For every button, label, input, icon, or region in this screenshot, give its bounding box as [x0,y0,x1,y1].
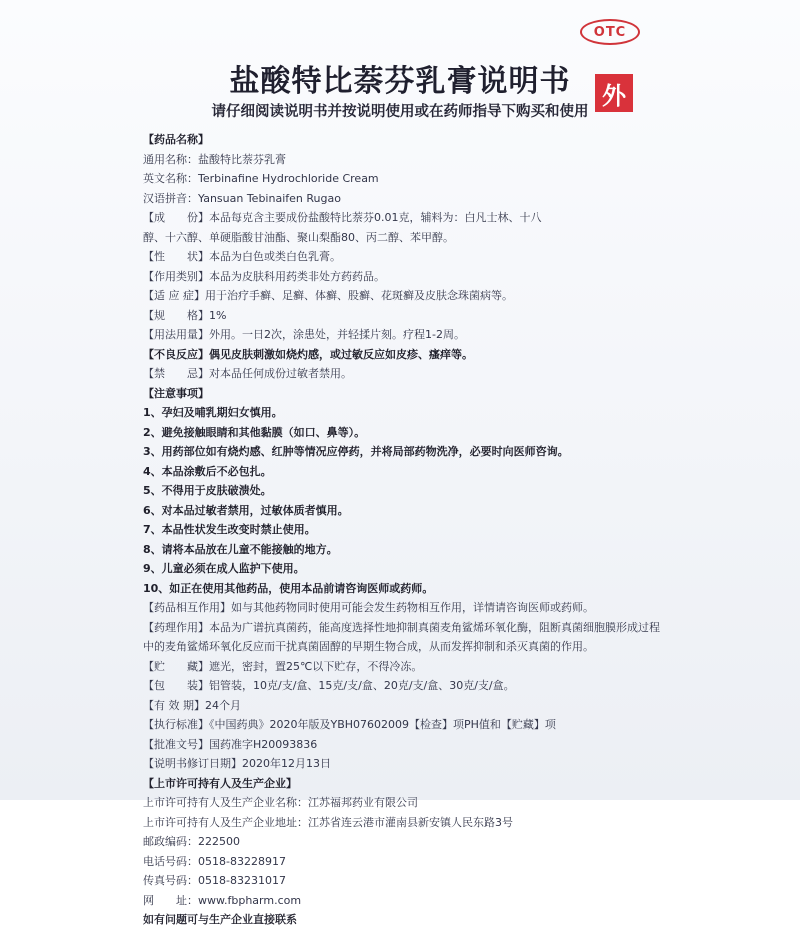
category: 【作用类别】本品为皮肤科用药类非处方药药品。 [143,269,385,283]
document-title: 盐酸特比萘芬乳膏说明书 [229,64,571,99]
storage: 【贮 藏】遮光，密封，置25℃以下贮存，不得冷冻。 [143,659,423,673]
contact-note: 如有问题可与生产企业直接联系 [143,913,297,926]
packaging: 【包 装】铝管装，10克/支/盒、15克/支/盒、20克/支/盒、30克/支/盒。 [143,679,515,692]
generic-name: 通用名称：盐酸特比萘芬乳膏 [143,152,286,166]
contraindications: 【禁 忌】对本品任何成份过敏者禁用。 [143,367,352,380]
precaution-item: 9、儿童必须在成人监护下使用。 [143,562,305,575]
section-precautions: 【注意事项】 [143,386,209,400]
specification: 【规 格】1% [143,308,227,322]
pharmacology: 【药理作用】本品为广谱抗真菌药，能高度选择性地抑制真菌麦角鲨烯环氧化酶，阻断真菌细胞膜形成过程中的麦角鲨烯环氧化反应而干扰真菌固醇的早期生物合成，从而发挥抑制和杀灭真菌的作用。 [143,620,660,653]
website: 网 址：www.fbpharm.com [143,893,302,907]
composition-cont: 醇、十六醇、单硬脂酸甘油酯、聚山梨酯80、丙二醇、苯甲醇。 [143,230,454,244]
phone-number: 电话号码：0518-83228917 [143,854,286,868]
document-subtitle: 请仔细阅读说明书并按说明使用或在药师指导下购买和使用 [211,104,589,120]
otc-badge: OTC [580,19,640,45]
dosage: 【用法用量】外用。一日2次，涂患处，并轻揉片刻。疗程1-2周。 [143,328,465,341]
precaution-item: 7、本品性状发生改变时禁止使用。 [143,523,316,536]
precaution-item: 5、不得用于皮肤破溃处。 [143,484,272,497]
postal-code: 邮政编码：222500 [143,835,240,848]
precaution-item: 8、请将本品放在儿童不能接触的地方。 [143,542,338,556]
precaution-item: 6、对本品过敏者禁用，过敏体质者慎用。 [143,503,349,517]
section-drug-name: 【药品名称】 [143,133,209,146]
external-use-badge: 外 [595,74,633,112]
precaution-item: 1、孕妇及哺乳期妇女慎用。 [143,406,283,419]
section-manufacturer: 【上市许可持有人及生产企业】 [143,776,297,790]
precaution-item: 4、本品涂敷后不必包扎。 [143,464,272,478]
approval-number: 【批准文号】国药准字H20093836 [143,737,318,751]
leaflet-body [143,130,663,930]
precaution-item: 10、如正在使用其他药品，使用本品前请咨询医师或药师。 [143,581,434,595]
indications: 【适 应 症】用于治疗手癣、足癣、体癣、股癣、花斑癣及皮肤念珠菌病等。 [143,289,513,302]
drug-interactions: 【药品相互作用】如与其他药物同时使用可能会发生药物相互作用，详情请咨询医师或药师。 [143,601,594,614]
manufacturer-address: 上市许可持有人及生产企业地址：江苏省连云港市灌南县新安镇人民东路3号 [143,815,513,829]
adverse-reactions: 【不良反应】偶见皮肤刺激如烧灼感，或过敏反应如皮疹、瘙痒等。 [143,347,473,361]
composition: 【成 份】本品每克含主要成份盐酸特比萘芬0.01克，辅料为：白凡士林、十八 [143,211,542,224]
pinyin-name: 汉语拼音：Yansuan Tebinaifen Rugao [143,191,341,205]
description: 【性 状】本品为白色或类白色乳膏。 [143,250,341,263]
precaution-item: 2、避免接触眼睛和其他黏膜（如口、鼻等）。 [143,425,366,439]
shelf-life: 【有 效 期】24个月 [143,698,241,712]
revision-date: 【说明书修订日期】2020年12月13日 [143,757,331,770]
fax-number: 传真号码：0518-83231017 [143,874,286,887]
english-name: 英文名称：Terbinafine Hydrochloride Cream [143,172,379,185]
precaution-item: 3、用药部位如有烧灼感、红肿等情况应停药，并将局部药物洗净，必要时向医师咨询。 [143,445,569,458]
manufacturer-name: 上市许可持有人及生产企业名称：江苏福邦药业有限公司 [143,796,418,809]
standard: 【执行标准】《中国药典》2020年版及YBH07602009【检查】项PH值和【贮藏】项 [143,718,556,731]
